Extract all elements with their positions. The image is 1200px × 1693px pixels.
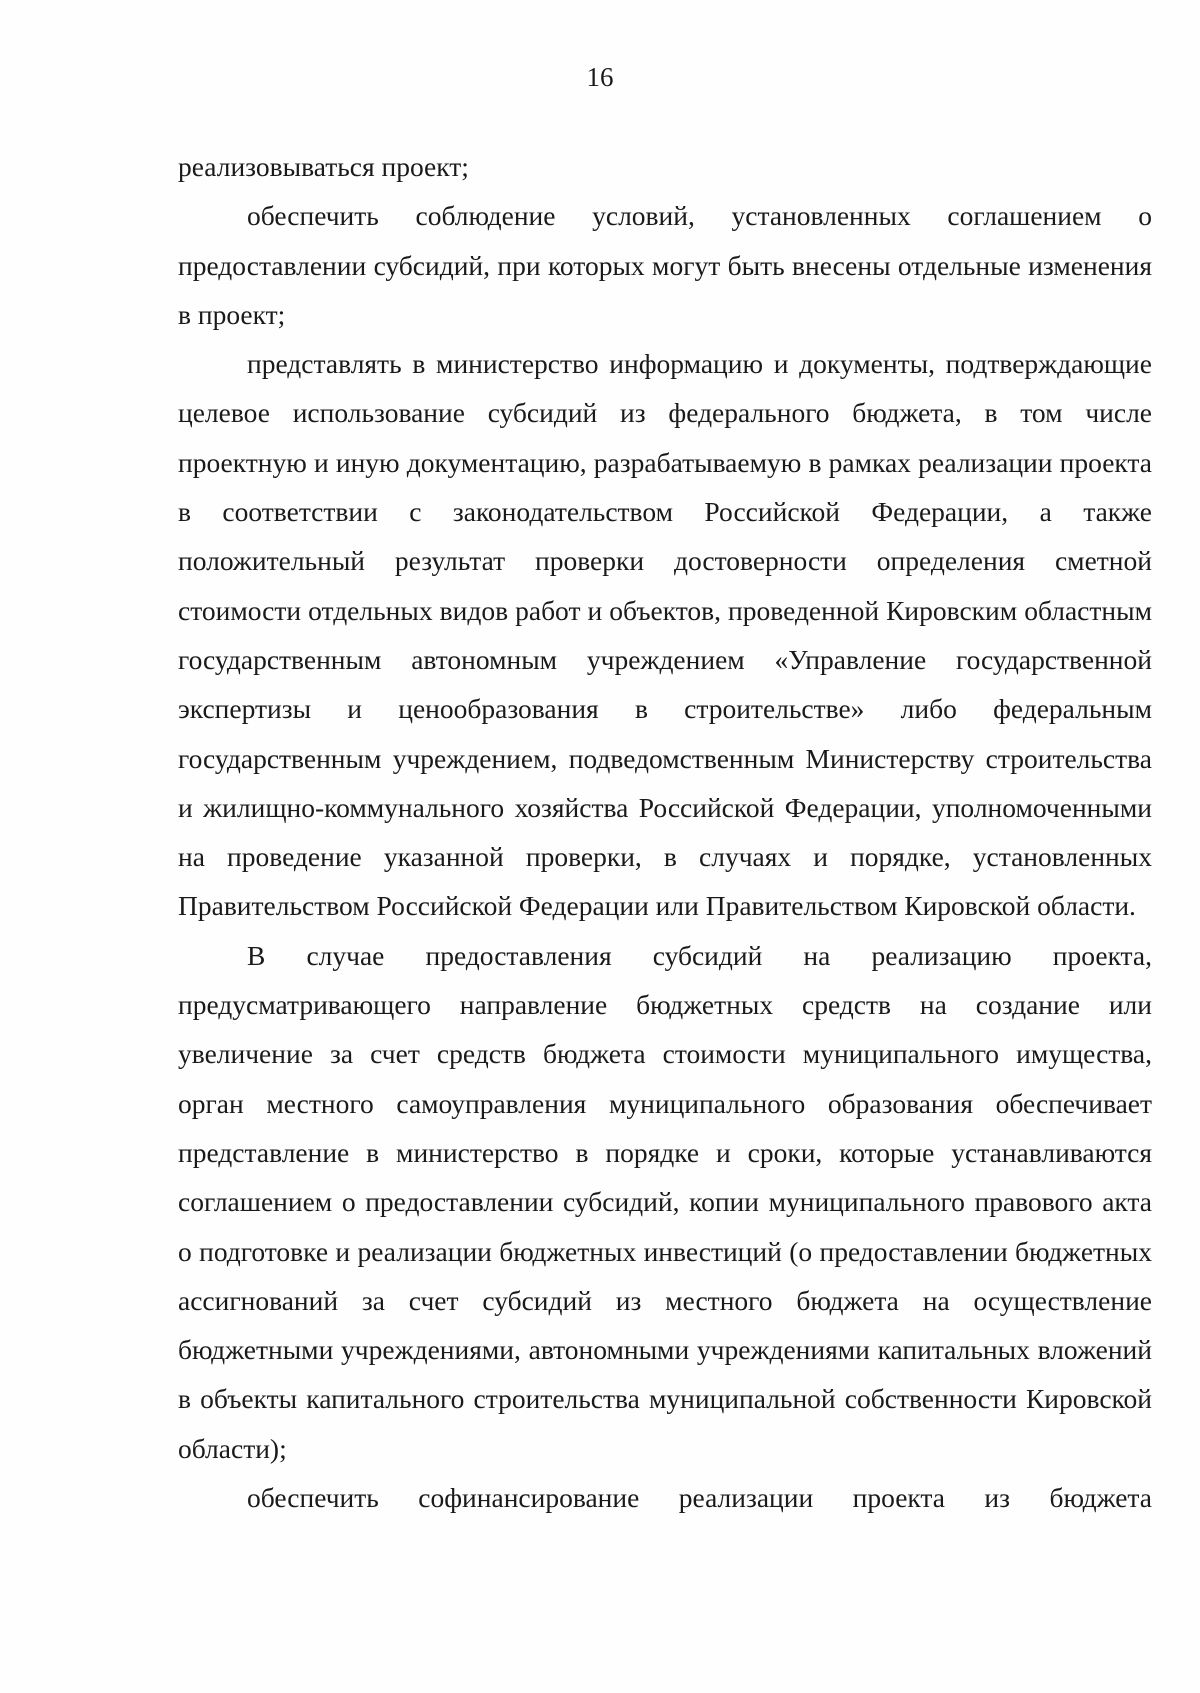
paragraph-municipal-property: В случае предоставления субсидий на реализацию проекта, предусматривающего направление бюджетных средств на создание или увеличение за счет средств бюджета стоимости муниципального имущества, орган местного самоуправления муниципального образования обеспечивает представление в министерство в порядке и сроки, которые устанавливаются соглашением о предоставлении субсидий, копии муниципального правового акта о подготовке и реализации бюджетных инвестиций (о предоставлении бюджетных ассигнований за счет субсидий из местного бюджета на осуществление бюджетными учреждениями, автономными учреждениями капитальных вложений в объекты капитального строительства муниципальной собственности Кировской области); <box>178 939 1152 1464</box>
document-body <box>178 142 1152 1522</box>
paragraph-cofinancing: обеспечить софинансирование реализации проекта из бюджета <box>247 1482 1152 1514</box>
paragraph-conditions: обеспечить соблюдение условий, установленных соглашением о предоставлении субсидий, при которых могут быть внесены отдельные изменения в проект; <box>178 200 1152 330</box>
paragraph-documents: представлять в министерство информацию и документы, подтверждающие целевое использование субсидий из федерального бюджета, в том числе проектную и иную документацию, разрабатываемую в рамках реализации проекта в соответствии с законодательством Российской Федерации, а также положительный результат проверки достоверности определения сметной стоимости отдельных видов работ и объектов, проведенной Кировским областным государственным автономным учреждением «Управление государственной экспертизы и ценообразования в строительстве» либо федеральным государственным учреждением, подведомственным Министерству строительства и жилищно-коммунального хозяйства Российской Федерации, уполномоченными на проведение указанной проверки, в случаях и порядке, установленных Правительством Российской Федерации или Правительством Кировской области. <box>178 348 1152 922</box>
page-number: 16 <box>586 62 614 92</box>
paragraph-continuation: реализовываться проект; <box>178 151 469 182</box>
